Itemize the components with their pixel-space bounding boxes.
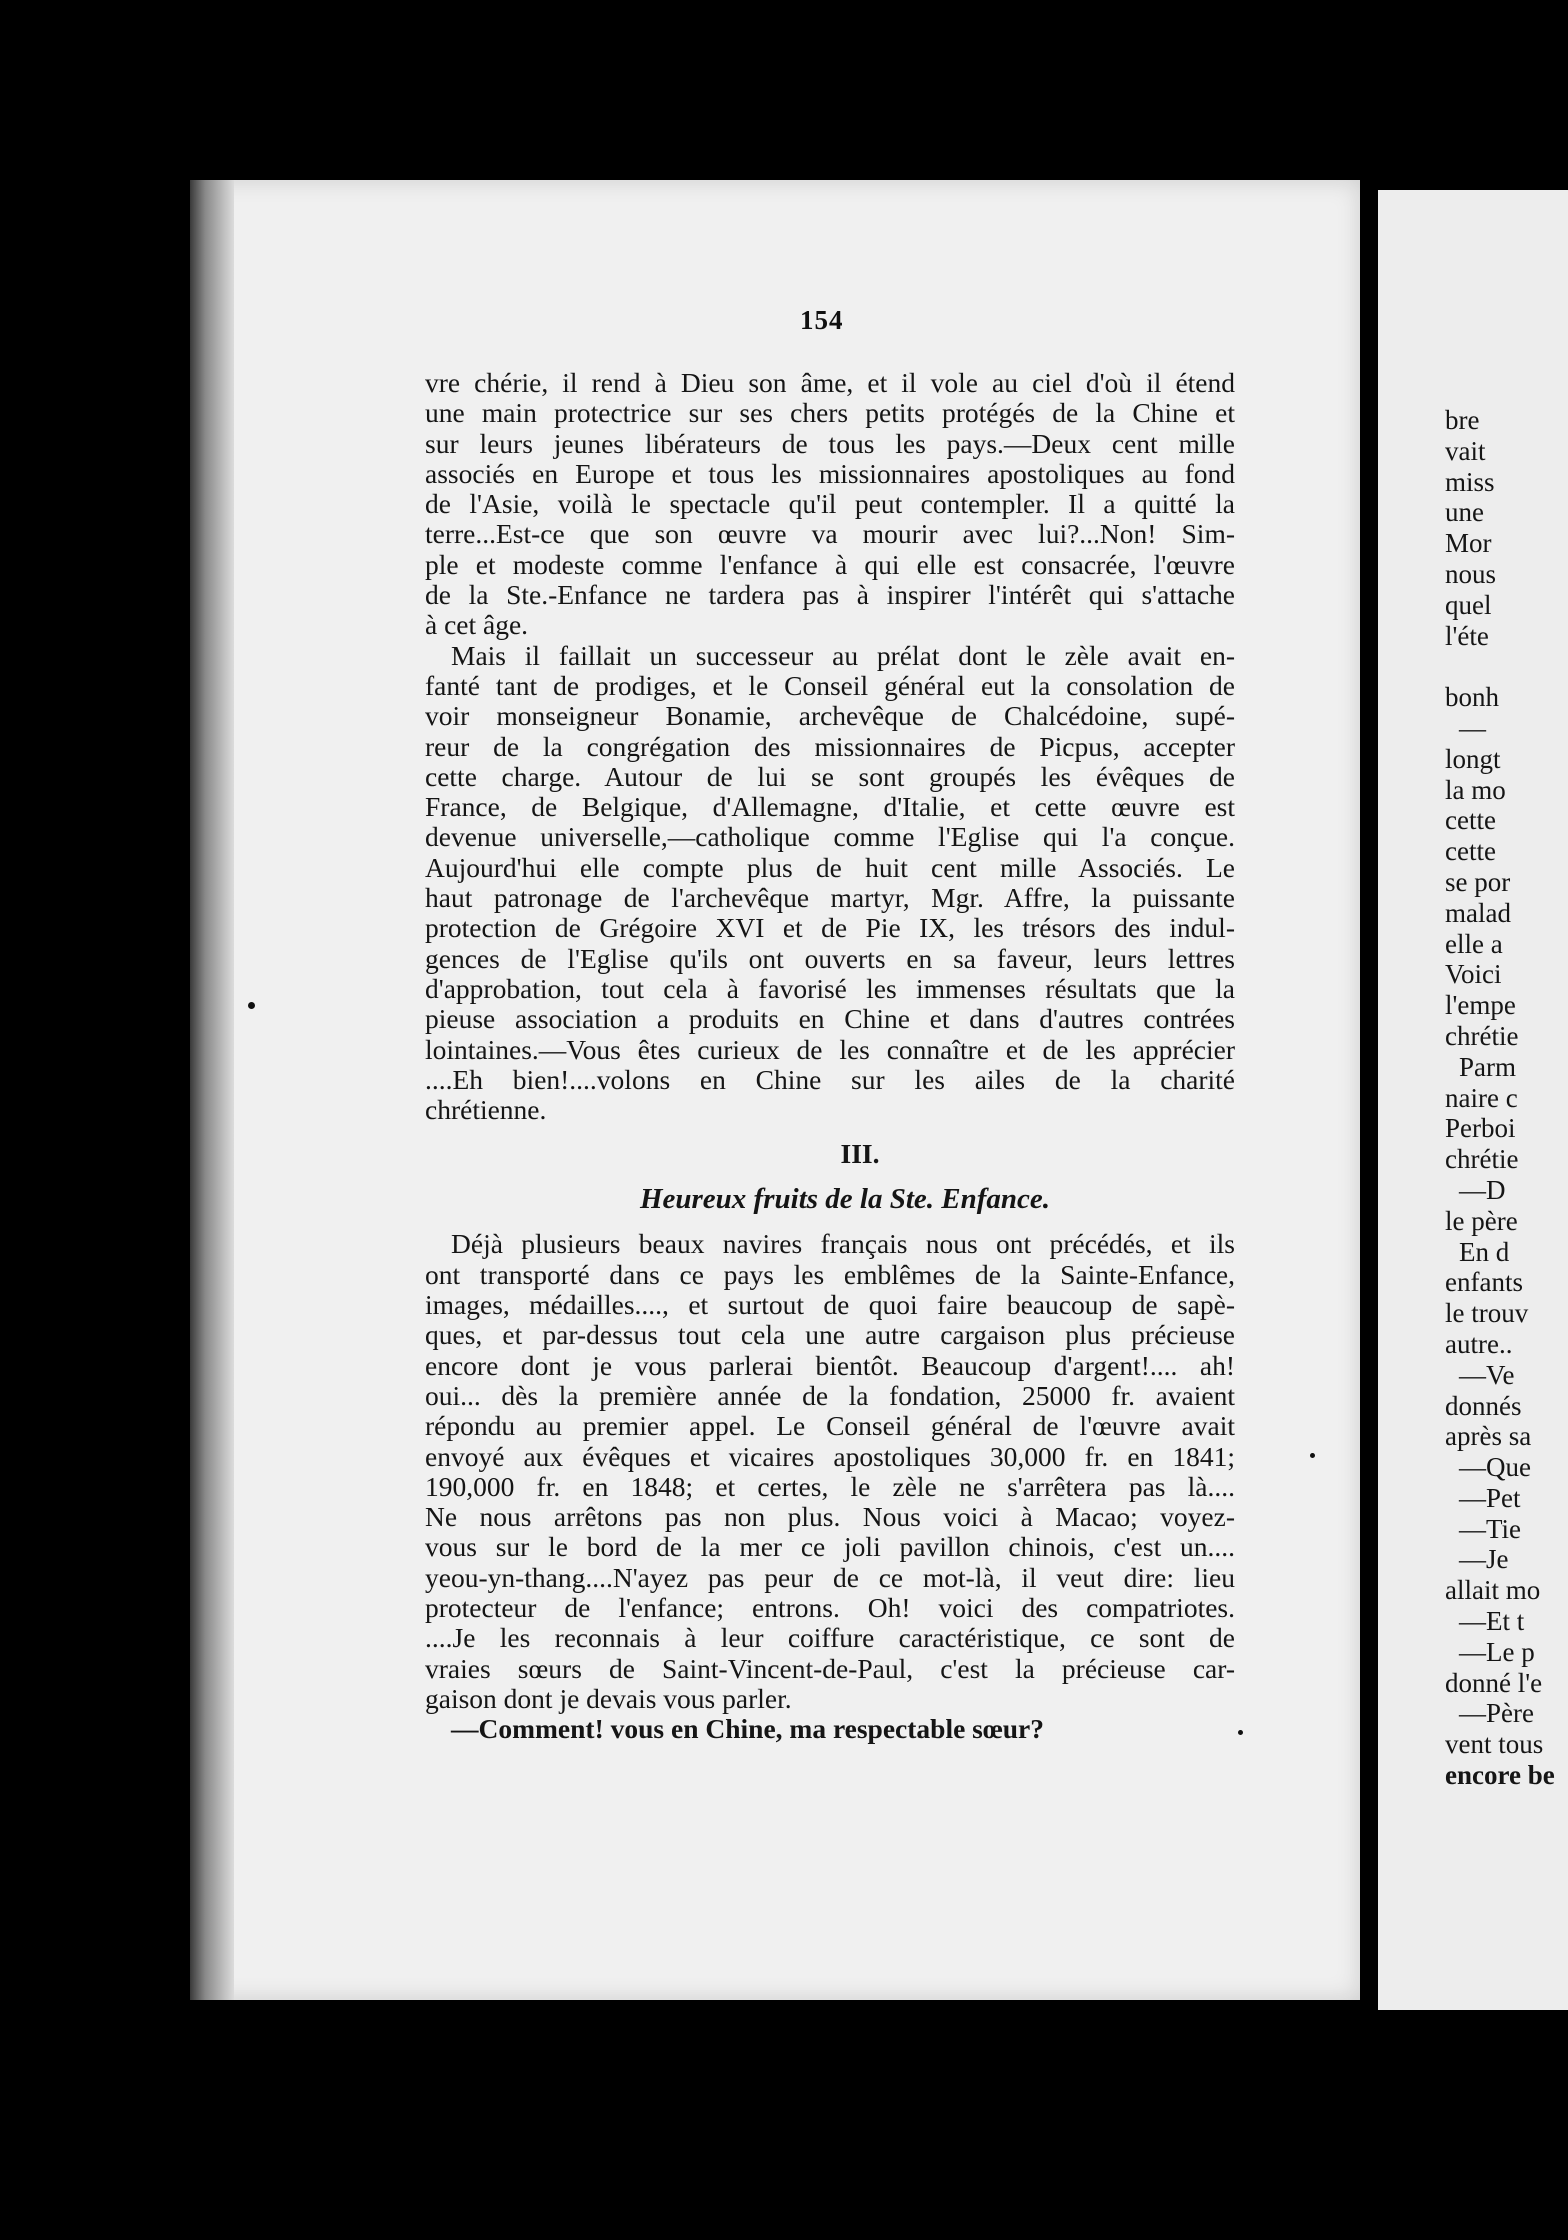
text-line: ple et modeste comme l'enfance à qui elle est consacrée, l'œuvre xyxy=(425,549,1235,580)
text-line: le père xyxy=(1445,1205,1518,1236)
text-line: après sa xyxy=(1445,1421,1532,1452)
text-line: le trouv xyxy=(1445,1298,1529,1329)
text-line: cette xyxy=(1445,805,1496,836)
text-line: —Je xyxy=(1459,1544,1509,1575)
text-line: —D xyxy=(1459,1174,1506,1205)
book-gutter xyxy=(1360,180,1378,2020)
text-line: à cet âge. xyxy=(425,610,529,641)
text-line: une main protectrice sur ses chers petits protégés de la Chine et xyxy=(425,398,1235,429)
text-line: sur leurs jeunes libérateurs de tous les pays.—Deux cent mille xyxy=(425,428,1235,459)
text-line: d'approbation, tout cela à favorisé les immenses résultats que la xyxy=(425,973,1235,1004)
text-line: Ne nous arrêtons pas non plus. Nous voici à Macao; voyez- xyxy=(425,1502,1235,1533)
text-line: protection de Grégoire XVI et de Pie IX, les trésors des indul- xyxy=(425,913,1235,944)
page-number: 154 xyxy=(800,305,844,335)
text-line: pieuse association a produits en Chine et dans d'autres contrées xyxy=(425,1004,1235,1035)
text-line: chrétienne. xyxy=(425,1095,547,1126)
text-line: —Le p xyxy=(1459,1636,1535,1667)
text-line: donnés xyxy=(1445,1390,1522,1421)
text-line: —Pet xyxy=(1459,1482,1521,1513)
text-line: cette xyxy=(1445,836,1496,867)
text-line: elle a xyxy=(1445,928,1503,959)
left-page-text xyxy=(425,368,1235,1744)
text-line: autre.. xyxy=(1445,1328,1513,1359)
text-line: fanté tant de prodiges, et le Conseil général eut la consolation de xyxy=(425,670,1235,701)
text-line: —Père xyxy=(1459,1698,1534,1729)
text-line: Déjà plusieurs beaux navires français nous ont précédés, et ils xyxy=(451,1229,1235,1260)
text-line: nous xyxy=(1445,558,1497,589)
text-line: ....Eh bien!....volons en Chine sur les ailes de la charité xyxy=(425,1064,1235,1095)
text-line: ques, et par-dessus tout cela une autre cargaison plus précieuse xyxy=(425,1320,1235,1351)
text-line: voir monseigneur Bonamie, archevêque de Chalcédoine, supé- xyxy=(425,701,1235,732)
text-line: enfants xyxy=(1445,1267,1523,1298)
text-line: bre xyxy=(1445,405,1480,435)
text-line: oui... dès la première année de la fondation, 25000 fr. avaient xyxy=(425,1380,1235,1411)
text-line: —Et t xyxy=(1459,1606,1525,1637)
text-line: vraies sœurs de Saint-Vincent-de-Paul, c'est la précieuse car- xyxy=(425,1653,1235,1684)
text-line: —Tie xyxy=(1459,1513,1522,1544)
text-line: terre...Est-ce que son œuvre va mourir avec lui?...Non! Sim- xyxy=(425,519,1235,550)
text-line: Mor xyxy=(1445,528,1492,559)
text-line: naire c xyxy=(1445,1082,1518,1113)
text-line: quel xyxy=(1445,589,1492,620)
text-line: encore be xyxy=(1445,1760,1555,1791)
text-line: longt xyxy=(1445,743,1501,774)
text-line: donné l'e xyxy=(1445,1667,1543,1698)
text-line: l'empe xyxy=(1445,990,1516,1021)
section-title: Heureux fruits de la Ste. Enfance. xyxy=(639,1183,1051,1216)
text-line: vent tous xyxy=(1445,1729,1544,1760)
text-line: l'éte xyxy=(1445,620,1489,651)
text-line: haut patronage de l'archevêque martyr, Mgr. Affre, la puissante xyxy=(425,883,1235,914)
text-line: ont transporté dans ce pays les emblêmes de la Sainte-Enfance, xyxy=(425,1259,1235,1290)
text-line: bonh xyxy=(1445,682,1499,713)
text-line: malad xyxy=(1445,897,1511,928)
text-line: Perboi xyxy=(1445,1113,1516,1144)
text-line: miss xyxy=(1445,466,1495,497)
text-line: vous sur le bord de la mer ce joli pavillon chinois, c'est un.... xyxy=(425,1532,1235,1563)
text-line: France, de Belgique, d'Allemagne, d'Italie, et cette œuvre est xyxy=(425,792,1235,823)
right-page-text xyxy=(1445,405,1568,1791)
ink-speck xyxy=(1238,1730,1243,1735)
text-line: 190,000 fr. en 1848; et certes, le zèle ne s'arrêtera pas là.... xyxy=(425,1471,1235,1502)
text-line: de la Ste.-Enfance ne tardera pas à inspirer l'intérêt qui s'attache xyxy=(425,580,1235,611)
section-number: III. xyxy=(840,1138,880,1170)
text-line: cette charge. Autour de lui se sont groupés les évêques de xyxy=(425,761,1235,792)
text-line: Voici xyxy=(1445,959,1502,990)
text-line: images, médailles...., et surtout de quoi faire beaucoup de sapè- xyxy=(425,1290,1235,1321)
text-line: Parm xyxy=(1459,1051,1516,1082)
text-line: répondu au premier appel. Le Conseil général de l'œuvre avait xyxy=(425,1411,1235,1442)
ink-speck xyxy=(1310,1453,1315,1458)
text-line: devenue universelle,—catholique comme l'Eglise qui l'a conçue. xyxy=(425,822,1235,853)
text-line: une xyxy=(1445,497,1484,528)
text-line: encore dont je vous parlerai bientôt. Beaucoup d'argent!.... ah! xyxy=(425,1350,1235,1381)
text-line: allait mo xyxy=(1445,1575,1541,1606)
text-line: Mais il faillait un successeur au prélat dont le zèle avait en- xyxy=(451,640,1235,671)
text-line: vre chérie, il rend à Dieu son âme, et il vole au ciel d'où il étend xyxy=(425,368,1235,398)
text-line xyxy=(1445,651,1568,682)
text-line: gences de l'Eglise qu'ils ont ouverts en sa faveur, leurs lettres xyxy=(425,943,1235,974)
text-line: gaison dont je devais vous parler. xyxy=(425,1683,792,1714)
ink-speck xyxy=(248,1002,255,1009)
text-line: reur de la congrégation des missionnaires de Picpus, accepter xyxy=(425,731,1235,762)
text-line: associés en Europe et tous les missionnaires apostoliques au fond xyxy=(425,458,1235,489)
text-line: la mo xyxy=(1445,774,1506,805)
text-line: —Comment! vous en Chine, ma respectable sœur? xyxy=(451,1714,1044,1745)
text-line: ....Je les reconnais à leur coiffure caractéristique, ce sont de xyxy=(425,1623,1235,1654)
text-line: chrétie xyxy=(1445,1144,1519,1175)
text-line: de l'Asie, voilà le spectacle qu'il peut contempler. Il a quitté la xyxy=(425,489,1235,520)
text-line: vait xyxy=(1445,435,1486,466)
text-line: yeou-yn-thang....N'ayez pas peur de ce mot-là, il veut dire: lieu xyxy=(425,1562,1235,1593)
text-line: envoyé aux évêques et vicaires apostoliques 30,000 fr. en 1841; xyxy=(425,1441,1235,1472)
text-line: se por xyxy=(1445,866,1511,897)
text-line: — xyxy=(1459,712,1486,743)
text-line: En d xyxy=(1459,1236,1510,1267)
text-line: Aujourd'hui elle compte plus de huit cent mille Associés. Le xyxy=(425,852,1235,883)
page-edge xyxy=(190,180,234,2000)
text-line: lointaines.—Vous êtes curieux de les connaître et de les apprécier xyxy=(425,1034,1235,1065)
text-line: —Que xyxy=(1459,1452,1531,1483)
text-line: —Ve xyxy=(1459,1359,1515,1390)
text-line: protecteur de l'enfance; entrons. Oh! voici des compatriotes. xyxy=(425,1592,1235,1623)
text-line: chrétie xyxy=(1445,1020,1519,1051)
